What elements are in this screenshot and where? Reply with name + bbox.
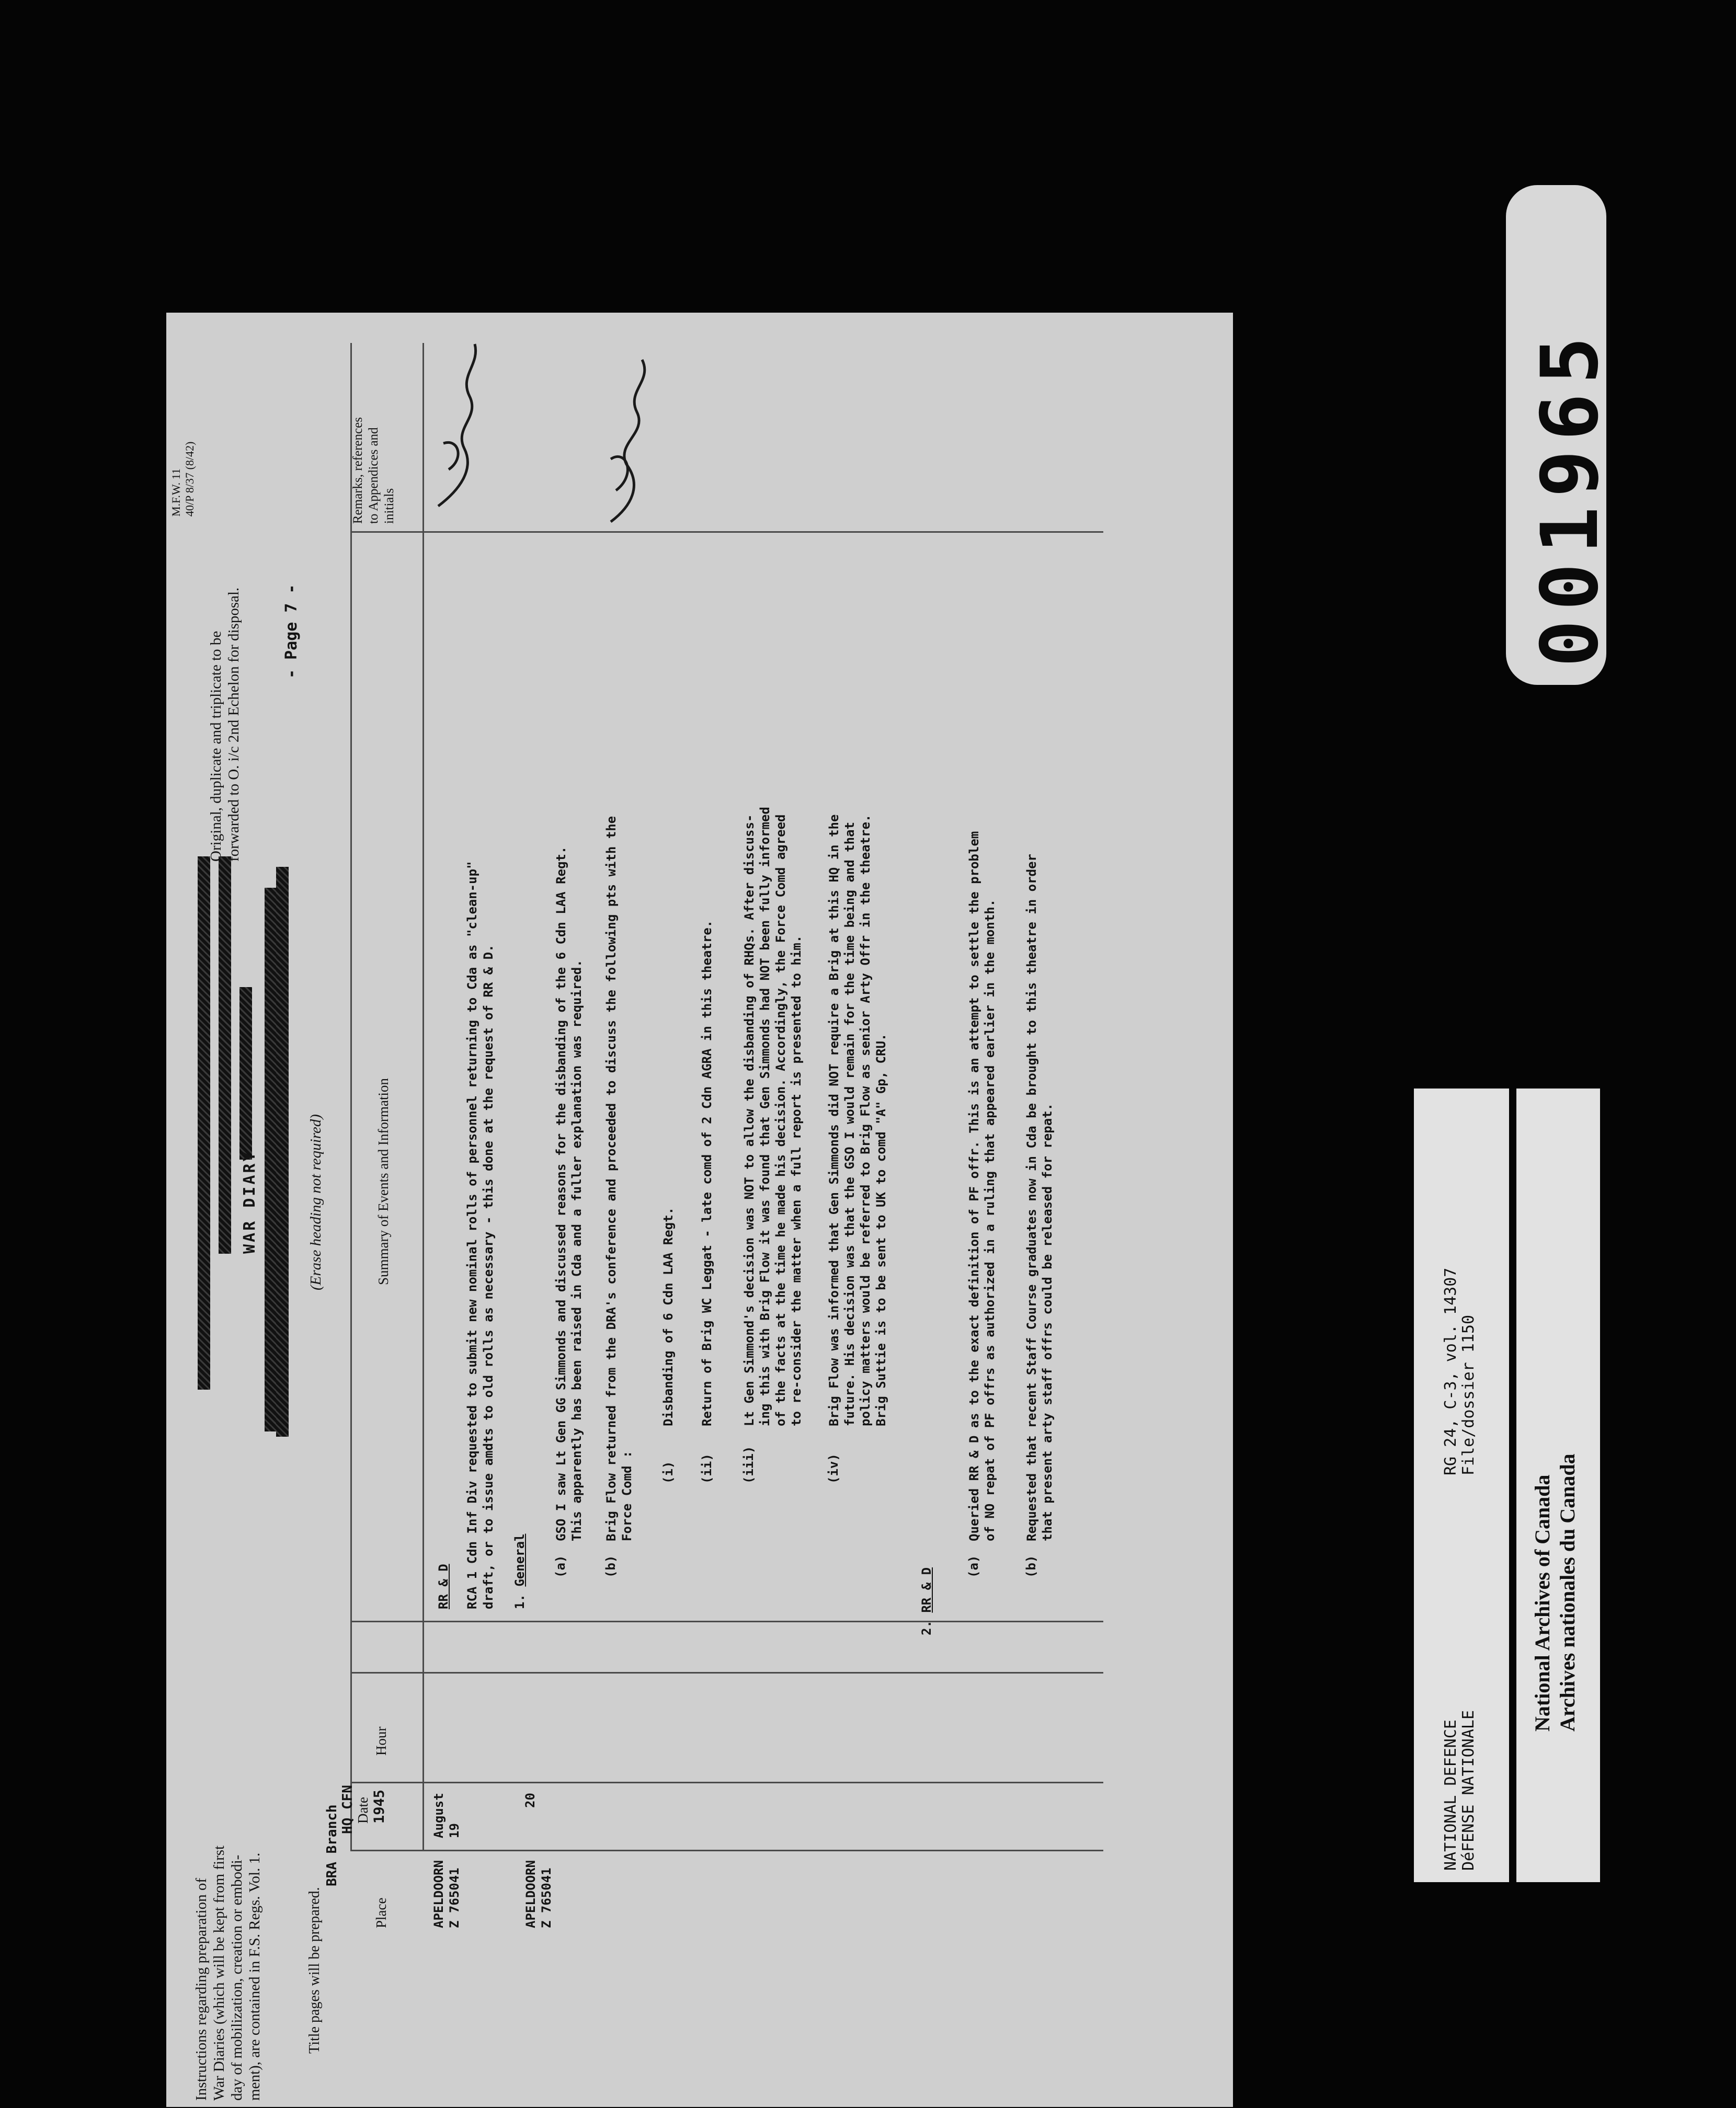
- col-remarks: Remarks, references to Appendices and initials: [351, 417, 396, 524]
- entry2-i-text: Disbanding of 6 Cdn LAA Regt.: [661, 1207, 676, 1426]
- entry2-iv-label: (iv): [826, 1453, 841, 1484]
- entry2-b-label: (b): [603, 1555, 618, 1578]
- entry2-place: APELDOORN Z 765041: [523, 1860, 554, 1928]
- unit-line-2: HQ CFN: [340, 1785, 356, 1834]
- remarks-col-rule: [350, 531, 1103, 533]
- entry2-ii-label: (ii): [700, 1453, 714, 1484]
- entry1-text: RCA 1 Cdn Inf Div requested to submit new nominal rolls of personnel returning to Cda as "clean-up" draft, or to issue amdts to old rolls as necessary - this done at the request of RR & D.: [465, 861, 496, 1609]
- entry1-date: August 19: [431, 1793, 462, 1838]
- entry2-b-text: Brig Flow returned from the DRA's conference and proceeded to discuss the following pts with the Force Comd :: [604, 816, 634, 1541]
- entry2-d-label: (b): [1024, 1555, 1038, 1578]
- col-hour: Hour: [373, 1726, 389, 1756]
- entry2-heading: 1. General: [512, 1533, 527, 1609]
- entry2-iv-text: Brig Flow was informed that Gen Simmonds did NOT require a Brig at this HQ in the future. His decision was that the GSO I would remain for the time being and that policy matters would be referred to Brig Flow as senior Arty Offr in the theatre. Brig Suttie is to be sent to UK to comd "A" Gp, CRU.: [827, 814, 888, 1426]
- summary-col-rule: [350, 1621, 1103, 1622]
- unit-line-1: BRA Branch: [324, 1804, 340, 1886]
- entry2-ii-text: Return of Brig WC Leggat - late comd of 2 Cdn AGRA in this theatre.: [700, 920, 714, 1426]
- entry1-place: APELDOORN Z 765041: [431, 1860, 462, 1928]
- war-diary-sheet: [166, 313, 1233, 2107]
- entry2-date: 20: [523, 1793, 538, 1808]
- distribution-note: Original, duplicate and triplicate to be forwarded to O. i/c 2nd Echelon for disposal.: [208, 587, 242, 862]
- entry2-iii-label: (iii): [741, 1446, 756, 1484]
- redacted-heading-1: [198, 856, 210, 1390]
- frame-number-plate: [1506, 185, 1616, 685]
- entry2-c-label: (a): [966, 1555, 981, 1578]
- hour-col-rule: [350, 1672, 1103, 1674]
- entry2-i-label: (i): [661, 1461, 676, 1484]
- instructions-block: Instructions regarding preparation of War Diaries (which will be kept from first day of mobilization, creation or embodi- ment), are contained in F.S. Regs. Vol. 1.: [193, 1845, 263, 2101]
- header-row-rule-2: [422, 343, 424, 1850]
- stamp-department: NATIONAL DEFENCE DéFENSE NATIONALE: [1442, 1710, 1478, 1871]
- archive-stamp: [1414, 1089, 1600, 1882]
- redacted-heading-3: [239, 987, 252, 1160]
- table-top-rule: [350, 1850, 1103, 1851]
- entry2-iii-text: Lt Gen Simmond's decision was NOT to allow the disbanding of RHQs. After discuss- ing this with Brig Flow it was found that Gen Simmonds had NOT been fully informed of the facts at the time he made his decision. Accordingly, the Force Comd agreed to re-consider the matter when a full report is presented to him.: [742, 807, 804, 1426]
- col-summary: Summary of Events and Information: [375, 1078, 391, 1285]
- stamp-divider: [1509, 1089, 1516, 1882]
- col-date: Date 1945: [355, 1789, 387, 1824]
- initials-mark-2: [595, 344, 658, 532]
- entry2-d-text: Requested that recent Staff Course graduates now in Cda be brought to this theatre in order that present arty staff offrs could be released for repat.: [1024, 854, 1055, 1541]
- erase-note: (Erase heading not required): [307, 1114, 324, 1290]
- stamp-reference: RG 24, C-3, vol. 14307 File/dossier 1150: [1442, 1267, 1478, 1475]
- entry2-c-text: Queried RR & D as to the exact definition of PF offr. This is an attempt to settle the problem of NO repat of PF offrs as authorized in a ruling that appeared earlier in the month.: [967, 831, 997, 1541]
- initials-mark-1: [428, 334, 490, 517]
- form-codes: M.F.W. 11 40/P 8/37 (8/42): [169, 441, 196, 517]
- col-place: Place: [373, 1897, 389, 1928]
- entry1-heading: RR & D: [436, 1564, 451, 1609]
- entry2-heading2: 2. RR & D: [919, 1567, 934, 1635]
- frame-number: 001965: [1525, 327, 1616, 667]
- title-pages-note: Title pages will be prepared.: [306, 1887, 323, 2054]
- document-title: WAR DIARY: [241, 1150, 259, 1254]
- stamp-archives: National Archives of Canada Archives nationales du Canada: [1531, 1453, 1579, 1732]
- entry2-a-text: GSO I saw Lt Gen GG Simmonds and discussed reasons for the disbanding of the 6 Cdn LAA Regt. This apparently has been raised in Cda and a fuller explanation was required.: [554, 846, 584, 1541]
- entry2-a-label: (a): [553, 1555, 568, 1578]
- page-number: - Page 7 -: [282, 584, 301, 679]
- redacted-heading-5: [276, 867, 289, 1437]
- header-row-rule: [350, 343, 352, 1850]
- redacted-heading-2: [219, 856, 231, 1254]
- date-col-rule: [350, 1782, 1103, 1783]
